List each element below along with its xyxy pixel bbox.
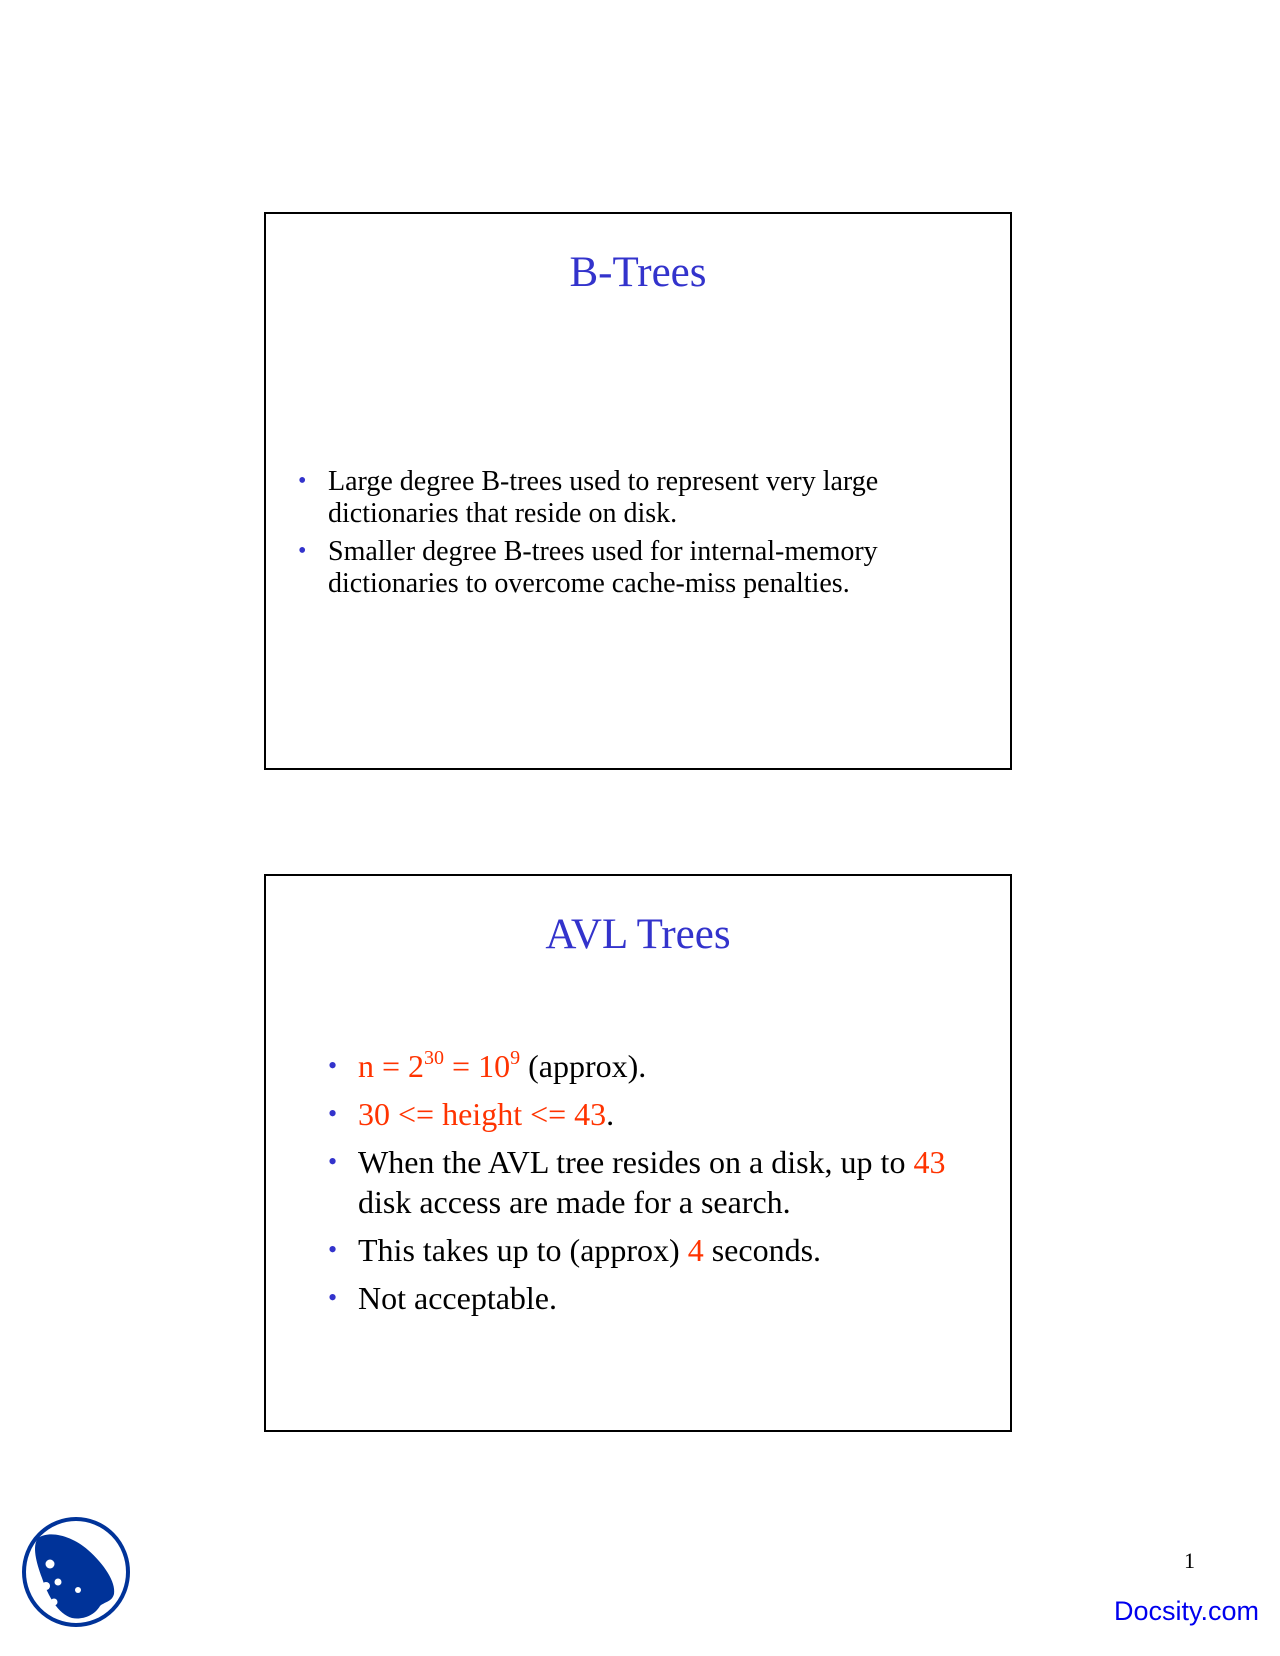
list-item: • This takes up to (approx) 4 seconds.	[328, 1232, 822, 1268]
slide-b-trees	[264, 212, 1012, 770]
bullet-icon: •	[298, 468, 307, 494]
bullet-icon: •	[328, 1283, 338, 1312]
bullet-icon: •	[328, 1235, 338, 1264]
bullet-icon: •	[328, 1051, 338, 1080]
list-item: • Smaller degree B-trees used for internal-memory dictionaries to overcome cache-miss penalties.	[298, 536, 878, 599]
docsity-link[interactable]: Docsity.com	[1113, 1596, 1259, 1626]
bullet-icon: •	[328, 1147, 338, 1176]
bullet-list	[328, 1046, 968, 1326]
list-item: • $n = 2^{30} = 10^9$ (approx).	[328, 1047, 647, 1084]
bullet-icon: •	[298, 538, 307, 564]
page-number: 1	[1184, 1548, 1195, 1573]
slide-title: AVL Trees	[545, 911, 731, 958]
bullet-list	[298, 466, 938, 606]
slide-title: B-Trees	[569, 249, 707, 296]
bullet-icon: •	[328, 1099, 338, 1128]
docsity-logo-icon	[20, 1516, 132, 1628]
list-item: • Large degree B-trees used to represent very large dictionaries that reside on disk.	[298, 466, 879, 529]
slide-avl-trees	[264, 874, 1012, 1432]
list-item: • When the AVL tree resides on a disk, up to 43 disk access are made for a search.	[328, 1144, 946, 1220]
list-item: • Not acceptable.	[328, 1280, 557, 1316]
list-item: • 30 <= height <= 43.	[328, 1096, 615, 1132]
